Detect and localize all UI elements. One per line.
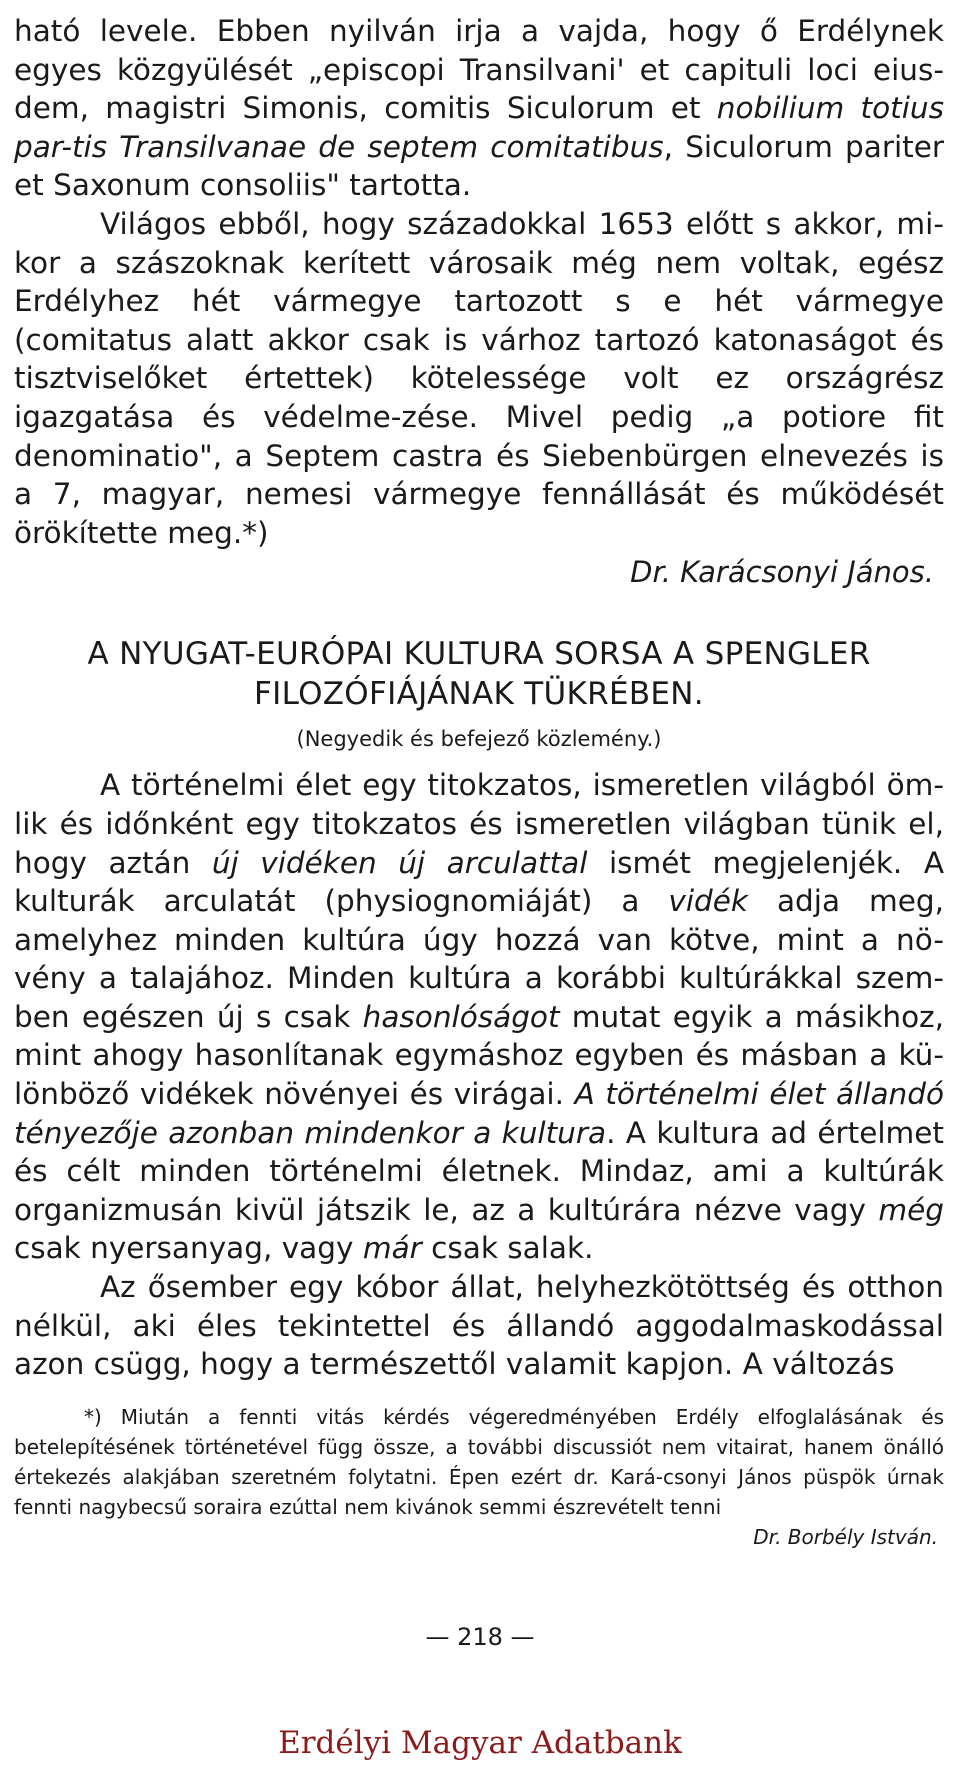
article-title	[14, 634, 944, 714]
italic-run: vidék	[668, 884, 748, 919]
text-run: . A kultura ad értelmet és célt minden történelmi életnek. Mindaz, ami a kultúrák organizmusán kivül játszik le, az a kultúrára nézve vagy	[14, 1115, 944, 1227]
article-title-line-2: FILOZÓFIÁJÁNAK TÜKRÉBEN.	[254, 676, 704, 713]
prev-article-paragraph-2: Világos ebből, hogy századokkal 1653 előtt s akkor, mi-kor a szászoknak kerített városaik még nem voltak, egész Erdélyhez hét vármegye tartozott s e hét vármegye (comitatus alatt akkor csak is várhoz tartozó katonaságot és tisztviselőket értettek) kötelessége volt ez országrész igazgatása és védelme-zése. Mivel pedig „a potiore fit denominatio", a Septem castra és Siebenbürgen elnevezés is a 7, magyar, nemesi vármegye fennállását és működését örökítette meg.*)	[14, 206, 944, 550]
italic-run: A történelmi élet állandó tényezője azonban mindenkor a kultura	[14, 1077, 944, 1150]
text-run: csak nyersanyag, vagy	[14, 1231, 363, 1266]
text-run: ismét megjelenjék. A kulturák arculatát (physiognomiáját) a	[14, 845, 944, 919]
page-content	[14, 12, 944, 1552]
text-run: adja meg, amelyhez minden kultúra úgy hozzá van kötve, mint a nö-vény a talajához. Minden kultúra a korábbi kultúrákkal szem-ben egészen új s csak	[14, 884, 945, 1034]
text-run: A történelmi élet egy titokzatos, ismeretlen világból öm-lik és időnként egy titokzatos és ismeretlen világban tünik el, hogy aztán	[14, 768, 944, 880]
footnote-signature: Dr. Borbély István.	[753, 1524, 938, 1549]
text-run: mutat egyik a másikhoz, mint ahogy hasonlítanak egymáshoz egyben és másban a kü-lönböző vidékek növényei és virágai.	[14, 999, 944, 1112]
italic-run: hasonlóságot	[362, 999, 560, 1034]
article-paragraph-2: Az ősember egy kóbor állat, helyhezkötöttség és otthon nélkül, aki éles tekintettel és állandó aggodalmaskodással azon csügg, hogy a természettől valamit kapjon. A változás	[14, 1270, 944, 1382]
text-run: ható levele. Ebben nyilván irja a vajda, hogy ő Erdélynek egyes közgyülését „episcopi Transilvani' et capituli loci eius-dem, magistri Simonis, comitis Siculorum et	[14, 14, 944, 126]
italic-run: még	[878, 1192, 944, 1227]
italic-run: már	[362, 1231, 422, 1266]
italic-run: új vidéken új arculattal	[211, 845, 588, 880]
article-title-line-1: A NYUGAT-EURÓPAI KULTURA SORSA A SPENGLER	[87, 636, 871, 673]
italic-run: nobilium totius par-tis Transilvanae de septem comitatibus	[14, 91, 944, 164]
page-number: — 218 —	[425, 1623, 535, 1651]
footnote	[14, 1402, 944, 1552]
text-run: csak salak.	[421, 1231, 594, 1266]
prev-article-signature: Dr. Karácsonyi János.	[630, 555, 934, 590]
watermark: Erdélyi Magyar Adatbank	[278, 1725, 682, 1761]
footnote-signature-row	[14, 1522, 944, 1552]
article-subtitle: (Negyedik és befejező közlemény.)	[296, 727, 662, 752]
prev-article-paragraph-1	[14, 12, 944, 205]
article-paragraph-1	[14, 766, 944, 1268]
text-run: , Siculorum pariter et Saxonum consoliis" tartotta.	[14, 129, 944, 203]
footnote-text: *) Miután a fennti vitás kérdés végeredményében Erdély elfoglalásának és betelepítésének történetével függ össze, a további discussiót nem vitairat, hanem önálló értekezés alakjában szeretném folytatni. Épen ezért dr. Kará-csonyi János püspök úrnak fennti nagybecsű soraira ezúttal nem kivánok semmi észrevételt tenni	[14, 1404, 944, 1519]
